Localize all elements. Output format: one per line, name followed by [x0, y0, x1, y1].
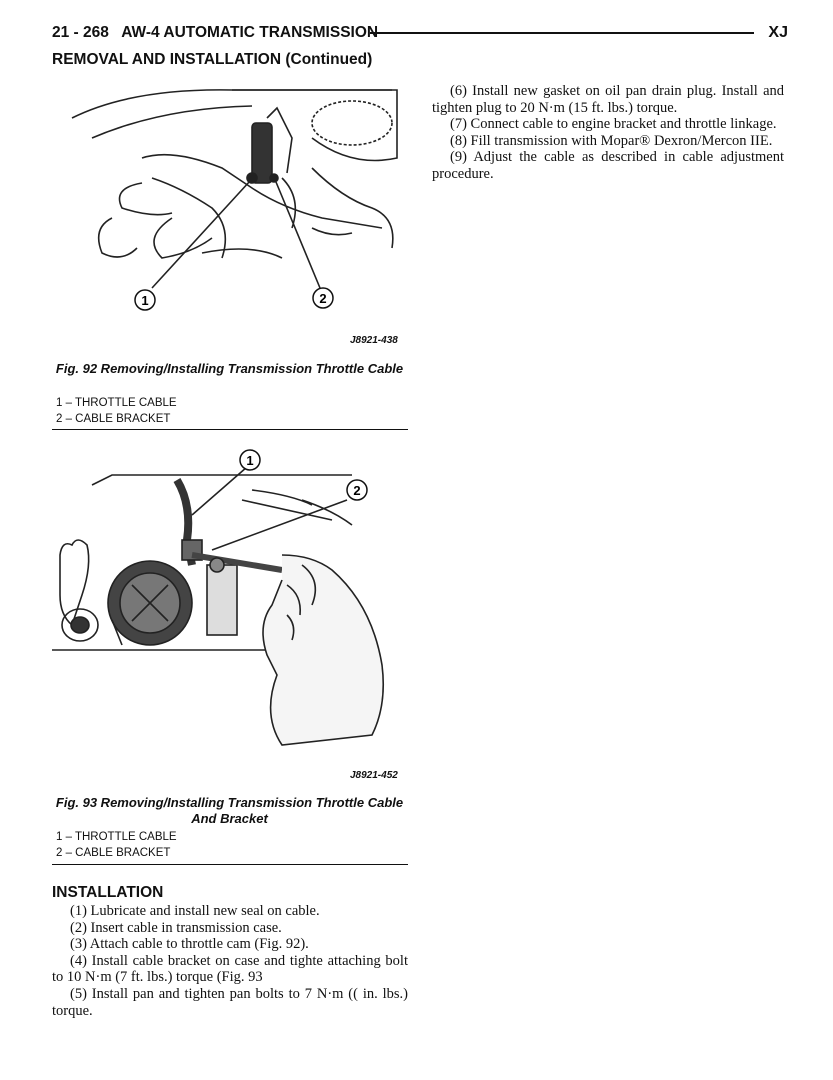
svg-text:1: 1 [141, 293, 149, 308]
installation-step: (3) Attach cable to throttle cam (Fig. 92). [70, 936, 309, 953]
svg-text:2: 2 [319, 291, 327, 306]
svg-text:2: 2 [353, 483, 361, 498]
svg-text:1: 1 [246, 453, 254, 468]
installation-step: (6) Install new gasket on oil pan drain plug. Install and tighten plug to 20 N·m (15 ft. lbs.) torque. [432, 83, 784, 116]
figure-92-caption: Fig. 92 Removing/Installing Transmission Throttle Cable [55, 361, 404, 376]
legend-item: 1 – THROTTLE CABLE [56, 397, 177, 409]
page-header [52, 22, 788, 44]
legend-item: 2 – CABLE BRACKET [56, 413, 171, 425]
figure-93-code: J8921-452 [350, 770, 398, 781]
fig92-callout-2 [313, 288, 333, 308]
figure-92 [52, 78, 410, 350]
installation-step: (2) Insert cable in transmission case. [70, 919, 282, 936]
installation-step: (9) Adjust the cable as described in cable adjustment procedure. [432, 149, 784, 182]
figure-93-caption: Fig. 93 Removing/Installing Transmission Throttle Cable And Bracket [55, 795, 404, 826]
figure-92-code: J8921-438 [350, 335, 398, 346]
fig93-callout-2 [347, 480, 367, 500]
header-title: 21 - 268 AW-4 AUTOMATIC TRANSMISSION [52, 24, 379, 41]
figure-93-legend [56, 829, 177, 861]
fig92-callout-1 [135, 290, 155, 310]
header-model: XJ [768, 24, 788, 41]
legend-item: 1 – THROTTLE CABLE [56, 831, 177, 843]
installation-step: (4) Install cable bracket on case and tighte attaching bolt to 10 N·m (7 ft. lbs.) torque (Fig. 93 [52, 952, 408, 986]
figure-92-rule [52, 429, 408, 430]
installation-step: (5) Install pan and tighten pan bolts to 7 N·m (( in. lbs.) torque. [52, 985, 408, 1019]
installation-title: INSTALLATION [52, 884, 164, 901]
figure-93-illustration [52, 445, 410, 775]
installation-step: (7) Connect cable to engine bracket and throttle linkage. [450, 116, 777, 133]
figure-93-rule [52, 864, 408, 865]
legend-item: 2 – CABLE BRACKET [56, 847, 171, 859]
section-title: REMOVAL AND INSTALLATION (Continued) [52, 51, 373, 68]
installation-step: (1) Lubricate and install new seal on cable. [70, 903, 320, 919]
figure-93 [52, 445, 410, 775]
installation-steps [52, 903, 408, 1019]
header-rule [370, 32, 754, 34]
figure-92-illustration [52, 78, 410, 350]
fig93-callout-1 [240, 450, 260, 470]
figure-92-legend [56, 395, 177, 427]
right-column-steps [432, 83, 784, 183]
installation-step: (8) Fill transmission with Mopar® Dexron/Mercon IIE. [450, 132, 773, 149]
